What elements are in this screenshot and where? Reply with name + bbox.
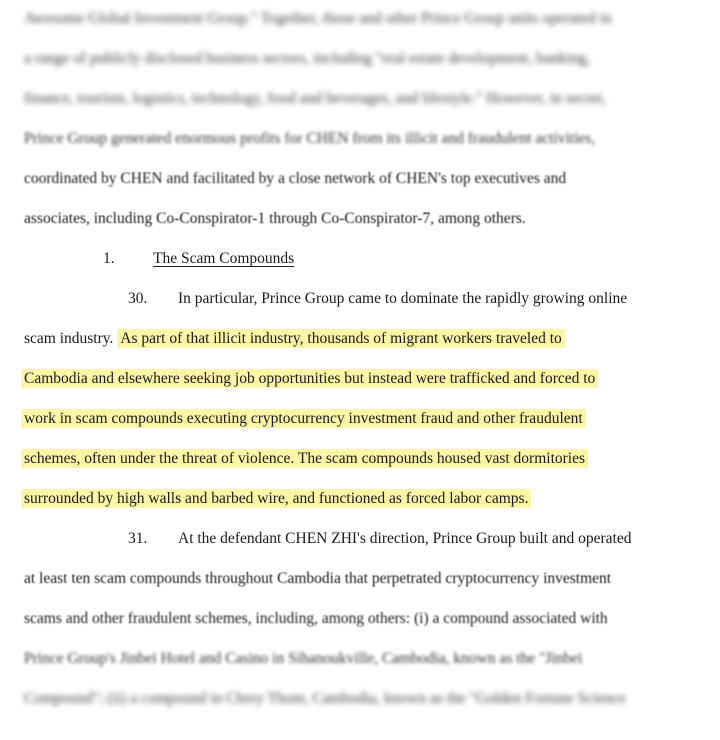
para31-number: 31. (128, 530, 148, 547)
para30-first-text: In particular, Prince Group came to dominate the rapidly growing online (178, 290, 628, 307)
intro-line-2: a range of publicly disclosed business sectors, including "real estate development, banking, (24, 50, 590, 67)
intro-line-6: associates, including Co-Conspirator-1 through Co-Conspirator-7, among others. (24, 210, 526, 227)
highlighted-text: schemes, often under the threat of violence. The scam compounds housed vast dormitories (21, 449, 588, 468)
para30-number: 30. (128, 290, 148, 307)
para31-first-line (128, 528, 631, 550)
section-heading (103, 248, 294, 270)
para30-line-4 (21, 408, 586, 430)
highlighted-text: Cambodia and elsewhere seeking job opportunities but instead were trafficked and forced to (21, 369, 598, 388)
para30-line-5 (21, 448, 588, 470)
para31-line-3: scams and other fraudulent schemes, including, among others: (i) a compound associated with (24, 610, 608, 627)
para30-line-2 (24, 328, 565, 350)
para31-line-4: Prince Group's Jinbei Hotel and Casino in Sihanoukville, Cambodia, known as the "Jinbei (24, 650, 583, 667)
intro-line-1: Awesome Global Investment Group." Together, those and other Prince Group units operated in (24, 10, 612, 27)
para31-first-text: At the defendant CHEN ZHI's direction, Prince Group built and operated (178, 530, 632, 547)
para31-line-2: at least ten scam compounds throughout Cambodia that perpetrated cryptocurrency investment (24, 570, 612, 587)
para30-line-6 (21, 488, 531, 510)
para30-first-line (128, 288, 627, 310)
intro-line-3: finance, tourism, logistics, technology, food and beverages, and lifestyle." However, in secret, (24, 90, 606, 107)
section-number: 1. (103, 250, 115, 267)
highlighted-text: surrounded by high walls and barbed wire, and functioned as forced labor camps. (21, 489, 531, 508)
para31-line-5: Compound"; (ii) a compound in Chrey Thom, Cambodia, known as the "Golden Fortune Science (24, 690, 626, 707)
highlighted-text: work in scam compounds executing cryptocurrency investment fraud and other fraudulent (21, 409, 586, 428)
para30-line-3 (21, 368, 598, 390)
intro-line-4: Prince Group generated enormous profits for CHEN from its illicit and fraudulent activities, (24, 130, 596, 147)
para30-line-2-plain: scam industry. (24, 330, 114, 347)
intro-line-5: coordinated by CHEN and facilitated by a close network of CHEN's top executives and (24, 170, 567, 187)
highlighted-text: As part of that illicit industry, thousands of migrant workers traveled to (117, 329, 565, 348)
section-title: The Scam Compounds (153, 250, 295, 267)
